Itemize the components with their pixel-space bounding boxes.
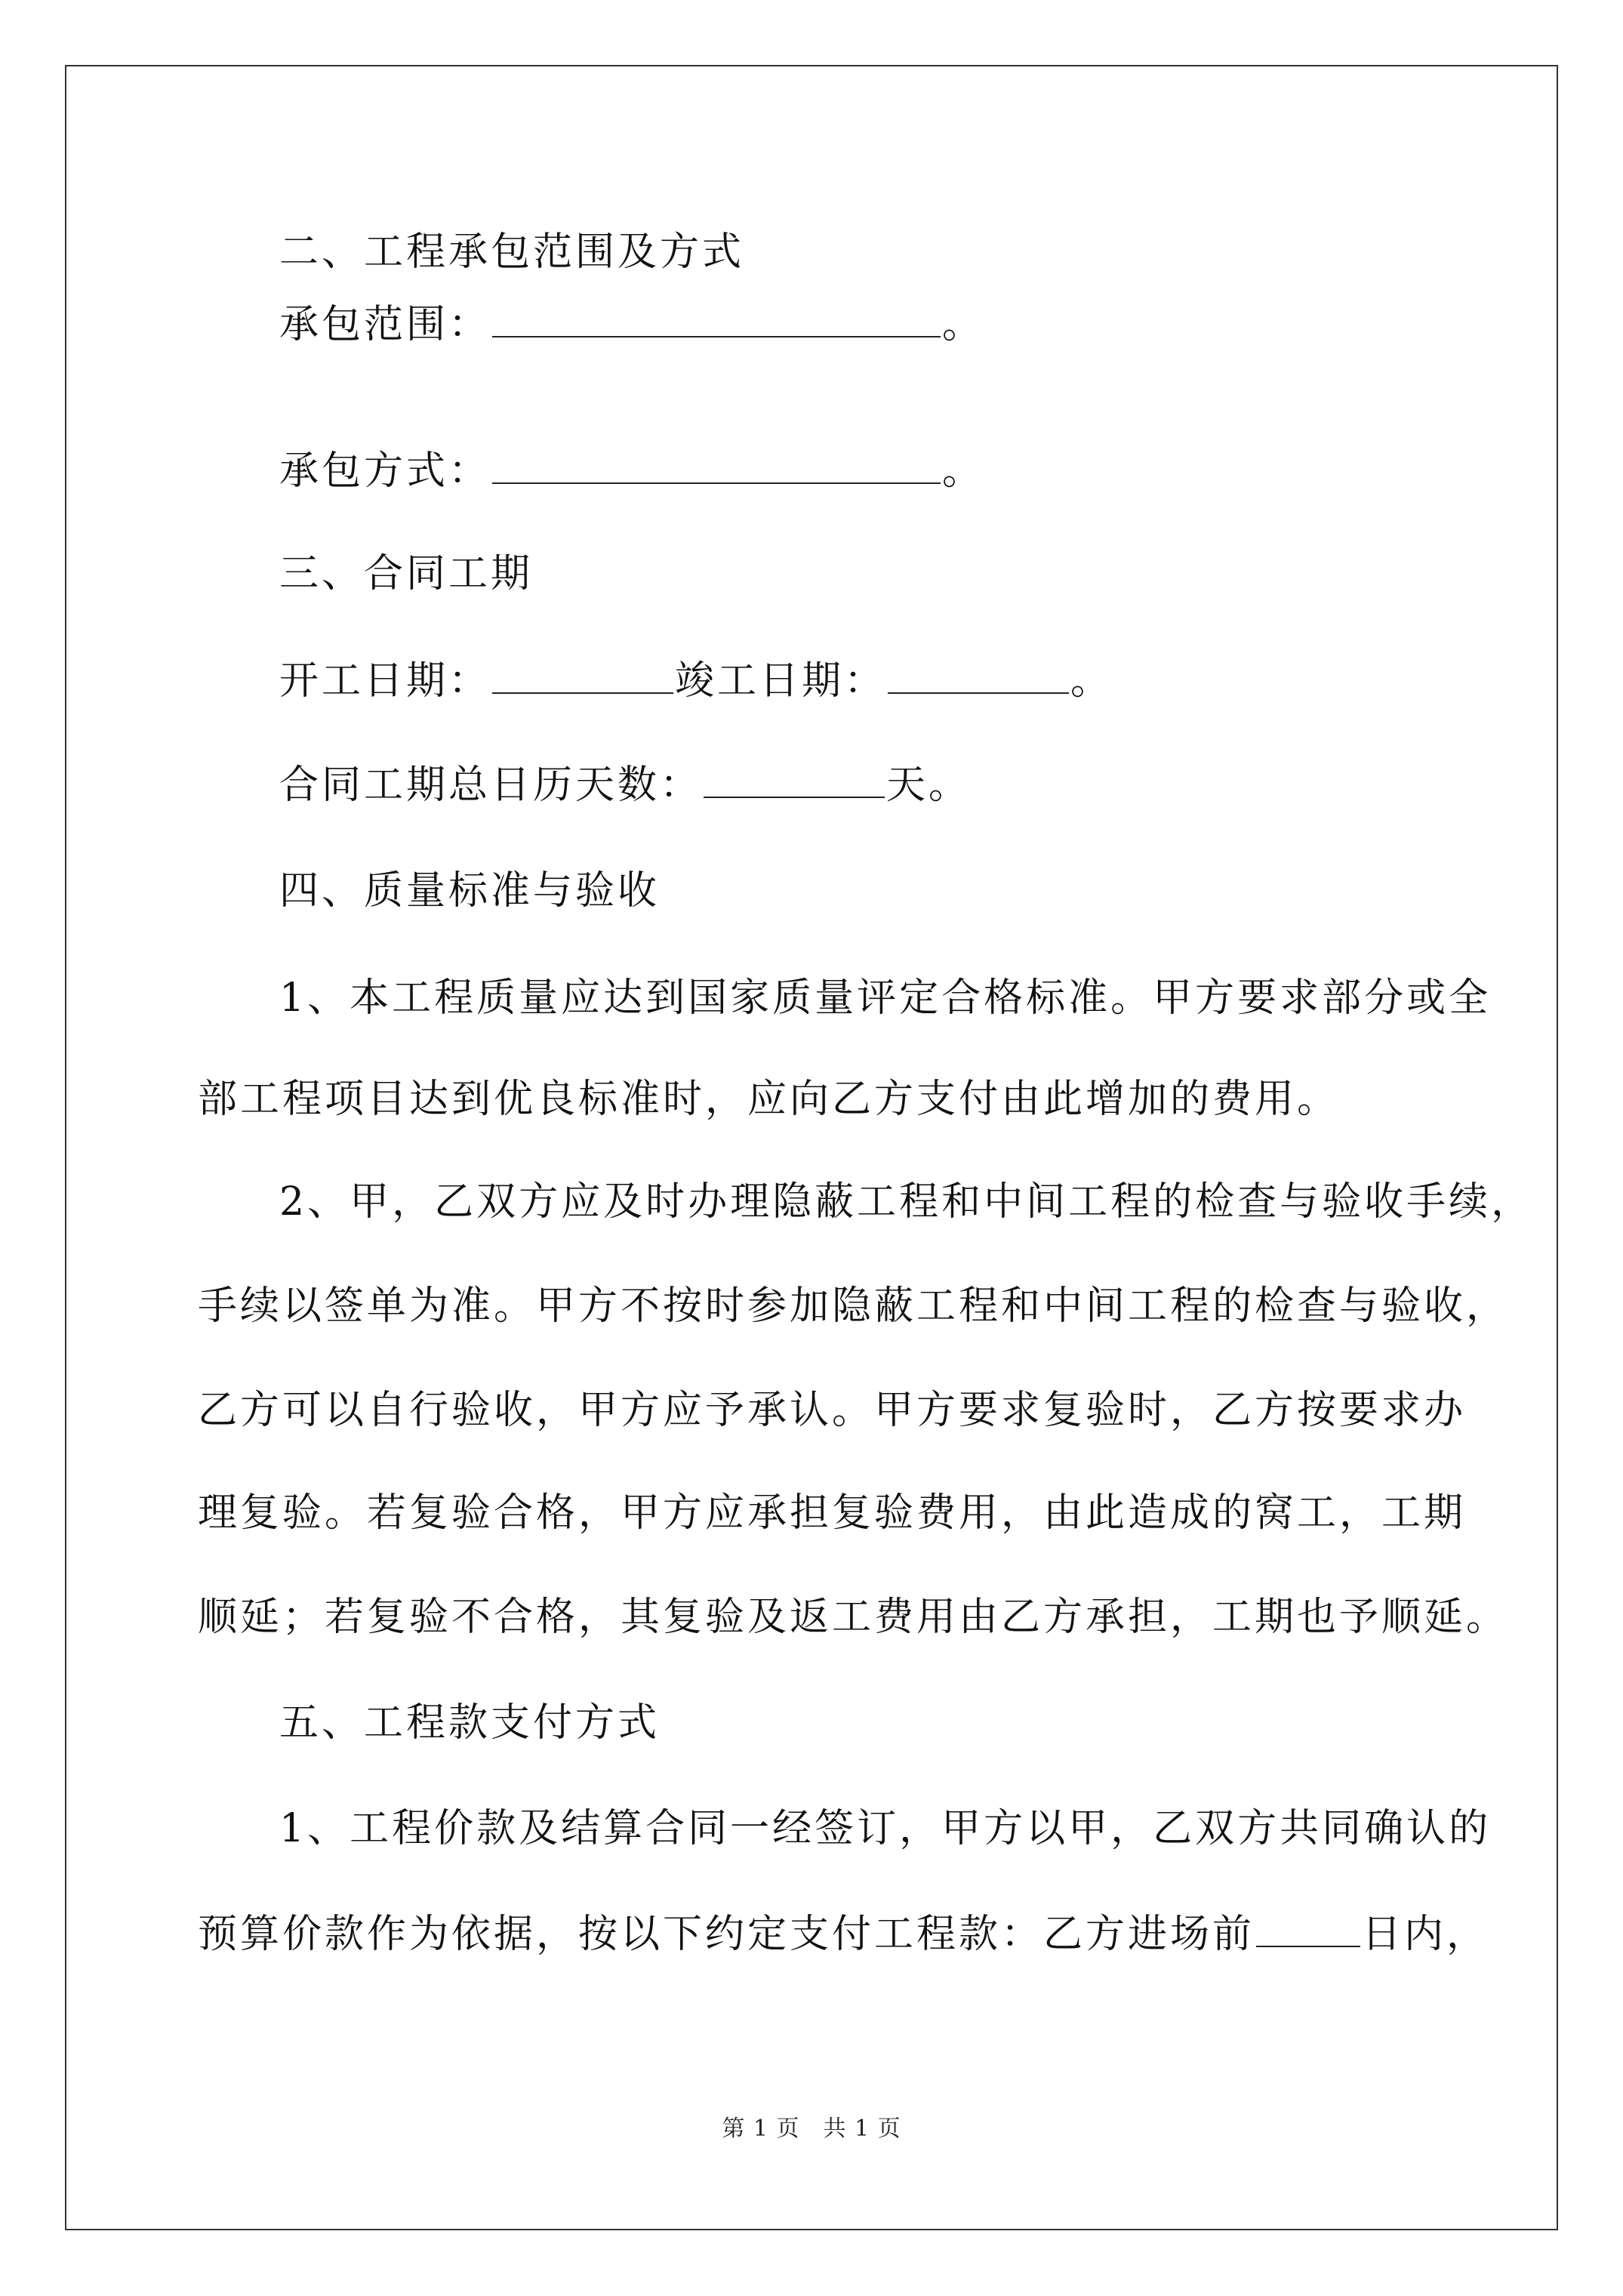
section-4-para-2-line-1: 2、甲，乙双方应及时办理隐蔽工程和中间工程的检查与验收手续， xyxy=(279,1179,1534,1225)
dates-end: 。 xyxy=(1070,658,1113,704)
method-label: 承包方式： xyxy=(279,448,491,494)
start-date-blank xyxy=(492,659,673,694)
section-4-para-1-line-1: 1、本工程质量应达到国家质量评定合格标准。甲方要求部分或全 xyxy=(279,975,1492,1021)
section-5-heading: 五、工程款支付方式 xyxy=(279,1700,661,1746)
total-days-label: 合同工期总日历天数： xyxy=(279,763,703,808)
total-days-blank xyxy=(704,763,885,798)
section-4-para-2-line-2: 手续以签单为准。甲方不按时参加隐蔽工程和中间工程的检查与验收， xyxy=(198,1284,1509,1329)
payment-days-blank xyxy=(1256,1912,1360,1947)
page-footer: 第 1 页 共 1 页 xyxy=(722,2116,901,2142)
section-4-para-2-line-3: 乙方可以自行验收，甲方应予承认。甲方要求复验时，乙方按要求办 xyxy=(198,1388,1467,1433)
section-5-para-1-line-2 xyxy=(198,1910,1489,1959)
section-4-para-2-line-4: 理复验。若复验合格，甲方应承担复验费用，由此造成的窝工，工期 xyxy=(198,1490,1467,1536)
section-4-para-2-line-5: 顺延；若复验不合格，其复验及返工费用由乙方承担，工期也予顺延。 xyxy=(198,1595,1509,1640)
scope-end: 。 xyxy=(942,302,985,347)
payment-text-start: 预算价款作为依据，按以下约定支付工程款：乙方进场前 xyxy=(198,1912,1255,1957)
start-date-label: 开工日期： xyxy=(279,658,491,704)
total-days-end: 天。 xyxy=(886,763,972,808)
dates-line xyxy=(279,657,1113,705)
scope-line xyxy=(279,300,984,349)
page-frame xyxy=(65,65,1558,2230)
scope-label: 承包范围： xyxy=(279,302,491,347)
total-days-line xyxy=(279,761,971,809)
method-blank xyxy=(492,449,941,484)
section-5-para-1-line-1: 1、工程价款及结算合同一经签订，甲方以甲，乙双方共同确认的 xyxy=(279,1806,1492,1851)
method-line xyxy=(279,447,984,495)
section-3-heading: 三、合同工期 xyxy=(279,551,534,596)
completion-date-label: 竣工日期： xyxy=(675,658,887,704)
scope-blank xyxy=(492,303,941,337)
section-4-para-1-line-2: 部工程项目达到优良标准时，应向乙方支付由此增加的费用。 xyxy=(198,1077,1340,1122)
method-end: 。 xyxy=(942,448,985,494)
section-2-heading: 二、工程承包范围及方式 xyxy=(279,230,745,275)
payment-text-end: 日内， xyxy=(1362,1912,1489,1957)
section-4-heading: 四、质量标准与验收 xyxy=(279,868,661,914)
completion-date-blank xyxy=(888,659,1069,694)
